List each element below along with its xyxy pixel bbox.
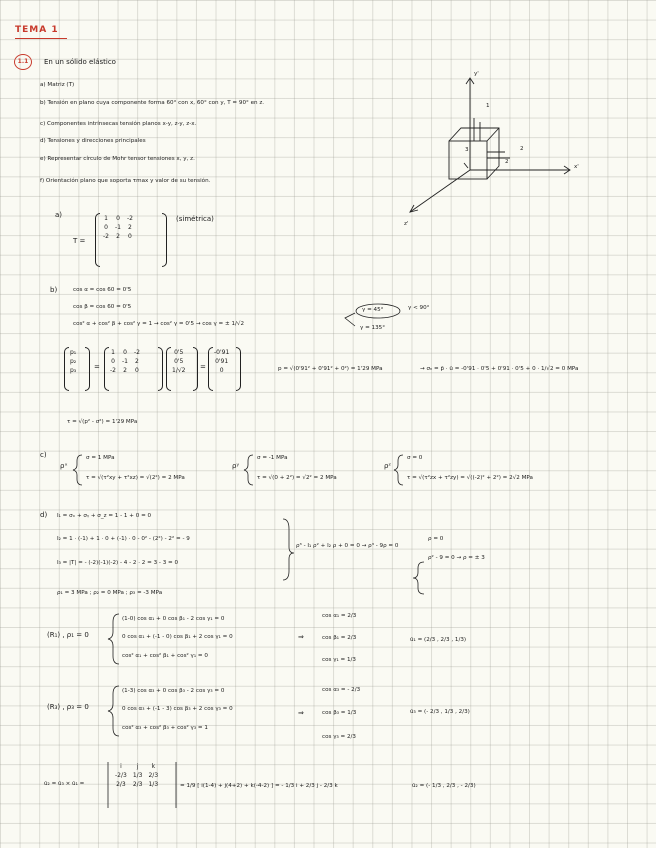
rho-z-sigma: σ = 0: [407, 455, 423, 461]
r1-cos-gamma: cos γ₁ = 1/3: [322, 657, 356, 663]
brace-roots: [413, 562, 424, 594]
root-pm3: ρ² - 9 = 0 → ρ = ± 3: [428, 555, 485, 561]
cos-gamma: cos² α + cos² β + cos² γ = 1 → cos² γ = 0'5 → cos γ = ± 1/√2: [73, 321, 245, 327]
r3-eq-1: (1-3) cos α₃ + 0 cos β₃ - 2 cos γ₃ = 0: [122, 688, 225, 694]
r3-arrow: ⇒: [298, 709, 304, 717]
tau-value: τ = √(p² - σ²) = 1'29 MPa: [67, 419, 138, 425]
gamma-option-135: γ = 135°: [360, 325, 386, 331]
question-b: b) Tensión en plano cuya componente forma 60° con x, 60° con y, T = 90° en z.: [40, 100, 265, 106]
part-d-label: d): [40, 511, 48, 519]
symmetric-note: (simétrica): [176, 215, 214, 223]
u-vector: 0'5 0'5 1/√2: [172, 349, 186, 374]
gamma-note: γ < 90°: [408, 305, 430, 311]
r1-eq-1: (1-0) cos α₁ + 0 cos β₁ - 2 cos γ₁ = 0: [122, 616, 225, 622]
notebook-page: TEMA 1 1.1 En un sólido elástico a) Matriz (T) b) Tensión en plano cuya componente forma 60° con x, 60° con y, T = 90° en z. c) Componentes intrínsecas tensión planos x-y, z-y, z-x. d) Tensiones y direcciones principales e) Representar círculo de Mohr tensor tensiones x, y, z. f) Orientación plano que soporta τmax y valor de su tensión. y' x' z' 1 2 3 2 a) T = 1 0 -2 0 -1 2 -2 2 0 (simétrica) b) cos α = cos 60 = 0'5 cos β = cos 60 = 0'5 cos² α + cos² β + cos² γ = 1 → cos² γ = 0'5 → cos γ = ± 1/√2 γ = 45° γ = 135° γ < 90° p₁ p₂ p₃ = 1 0 -2 0 -1 2 -2 2 0 0'5 0'5 1/√2 = -0'91 0'91 0 p = √(0'91² + 0'91² + 0²) = 1'29 MPa → σₙ = p̄ · ū = -0'91 · 0'5 + 0'91 · 0'5 + 0 · 1/√2 = 0 MPa τ = √(p² - σ²) = 1'29 MPa c) ρˣ σ = 1 MPa τ = √(τ²xy + τ²xz) = √(2²) = 2 MPa ρʸ σ = -1 MPa τ = √(0 + 2²) = √2² = 2 MPa ρᶻ σ = 0 τ = √(τ²zx + τ²zy) = √((-2)² + 2²) = 2√2 MPa d) I₁ = σₓ + σᵧ + σ_z = 1 - 1 + 0 = 0 I₂ = 1 · (-1) + 1 · 0 + (-1) · 0 - 0² - (2²) - 2² = - 9 I₃ = |T| = - (-2)(-1)(-2) - 4 - 2 · 2 = 3 - 3 = 0 ρ³ - I₁ ρ² + I₂ ρ + 0 = 0 → ρ³ - 9ρ = 0 ρ = 0 ρ² - 9 = 0 → ρ = ± 3 ρ₁ = 3 MPa ; ρ₂ = 0 MPa ; ρ₃ = -3 MPa (R₁) , ρ₁ = 0 (1-0) cos α₁ + 0 cos β₁ - 2 cos γ₁ = 0 0 cos α₁ + (-1 - 0) cos β₁ + 2 cos γ₁ = 0 cos² α₁ + cos² β₁ + cos² γ₁ = 0 ⇒ cos α₁ = 2/3 cos β₁ = 2/3 cos γ₁ = 1/3 ū₁ = (2/3 , 2/3 , 1/3) (R₃) , ρ₃ = 0 (1-3) cos α₃ + 0 cos β₃ - 2 cos γ₃ = 0 0 cos α₃ + (-1 - 3) cos β₃ + 2 cos γ₃ = 0 cos² α₃ + cos² β₃ + cos² γ₃ = 1 ⇒ cos α₃ = - 2/3 cos β₃ = 1/3 cos γ₃ = 2/3 ū₃ = (- 2/3 , 1/3 , 2/3) ū₂ = ū₃ × ū₁ = i j k -2/3 1/3 2/3 2/3 2/3 1/3 = 1/9 [ i(1-4) + j(4+2) + k(-4-2) ] = - 1/3 i + 2/3 j - 2/3 k ū₂ = (- 1/3 , 2/3 , - 2/3): [0, 0, 656, 848]
page-title: TEMA 1: [15, 25, 59, 35]
part-c-label: c): [40, 451, 47, 459]
p-vector: p₁ p₂ p₃: [70, 349, 77, 374]
invariant-1: I₁ = σₓ + σᵧ + σ_z = 1 - 1 + 0 = 0: [57, 513, 152, 519]
part-b-label: b): [50, 286, 58, 294]
rho-x-head: ρˣ: [60, 462, 68, 470]
rho-z-head: ρᶻ: [384, 462, 392, 470]
r3-cos-gamma: cos γ₃ = 2/3: [322, 734, 356, 740]
r3-eq-3: cos² α₃ + cos² β₃ + cos² γ₃ = 1: [122, 725, 208, 731]
brace-d: [283, 519, 294, 580]
cube-edge: [487, 128, 499, 141]
r1-eq-2: 0 cos α₁ + (-1 - 0) cos β₁ + 2 cos γ₁ = 0: [122, 634, 233, 640]
stress-label-3: 3: [465, 147, 469, 153]
brace-r3: [108, 686, 119, 736]
stress-label-1: 1: [486, 103, 490, 109]
r1-cos-alpha: cos α₁ = 2/3: [322, 613, 357, 619]
root-zero: ρ = 0: [428, 536, 444, 542]
rho-y-sigma: σ = -1 MPa: [257, 455, 288, 461]
stress-label-2: 2: [520, 146, 524, 152]
part-a-label: a): [55, 211, 63, 219]
invariant-3: I₃ = |T| = - (-2)(-1)(-2) - 4 - 2 · 2 = 3 - 3 = 0: [57, 560, 179, 566]
r3-cos-beta: cos β₃ = 1/3: [322, 710, 357, 716]
question-a: a) Matriz (T): [40, 82, 75, 88]
rho-z-tau: τ = √(τ²zx + τ²zy) = √((-2)² + 2²) = 2√2 MPa: [407, 475, 533, 481]
gamma-option-45: γ = 45°: [362, 307, 384, 313]
r3-cos-alpha: cos α₃ = - 2/3: [322, 687, 361, 693]
r3-eq-2: 0 cos α₃ + (-1 - 3) cos β₃ + 2 cos γ₃ = 0: [122, 706, 233, 712]
question-f: f) Orientación plano que soporta τmax y valor de su tensión.: [40, 178, 211, 184]
axis-x-label: x': [574, 164, 579, 170]
result-vector: -0'91 0'91 0: [214, 349, 230, 374]
stress-matrix: 1 0 -2 0 -1 2 -2 2 0: [103, 215, 133, 240]
cos-alpha: cos α = cos 60 = 0'5: [73, 287, 132, 293]
rho-x-sigma: σ = 1 MPa: [86, 455, 115, 461]
sigma-normal: → σₙ = p̄ · ū = -0'91 · 0'5 + 0'91 · 0'5 + 0 · 1/√2 = 0 MPa: [420, 366, 579, 372]
question-c: c) Componentes intrínsecas tensión planos x-y, z-y, z-x.: [40, 121, 197, 127]
r3-label: (R₃) , ρ₃ = 0: [47, 703, 89, 711]
cross-result: = 1/9 [ i(1-4) + j(4+2) + k(-4-2) ] = - 1/3 i + 2/3 j - 2/3 k: [180, 783, 338, 789]
cross-determinant: i j k -2/3 1/3 2/3 2/3 2/3 1/3: [115, 763, 159, 788]
r1-arrow: ⇒: [298, 633, 304, 641]
axis-y-label: y': [474, 71, 479, 77]
r1-cos-beta: cos β₁ = 2/3: [322, 635, 357, 641]
cross-lhs: ū₂ = ū₃ × ū₁ =: [44, 781, 85, 787]
axis-z-label: z': [404, 221, 409, 227]
rho-y-tau: τ = √(0 + 2²) = √2² = 2 MPa: [257, 475, 337, 481]
cos-beta: cos β = cos 60 = 0'5: [73, 304, 132, 310]
rho-y-head: ρʸ: [232, 462, 240, 470]
invariant-2: I₂ = 1 · (-1) + 1 · 0 + (-1) · 0 - 0² - (2²) - 2² = - 9: [57, 536, 190, 542]
r1-eq-3: cos² α₁ + cos² β₁ + cos² γ₁ = 0: [122, 653, 208, 659]
u1-vector: ū₁ = (2/3 , 2/3 , 1/3): [410, 637, 467, 643]
brace-r1: [108, 614, 119, 664]
matrix-lhs: T =: [73, 237, 86, 245]
u2-vector: ū₂ = (- 1/3 , 2/3 , - 2/3): [412, 783, 476, 789]
rho-x-tau: τ = √(τ²xy + τ²xz) = √(2²) = 2 MPa: [86, 475, 185, 481]
p-magnitude: p = √(0'91² + 0'91² + 0²) = 1'29 MPa: [278, 366, 383, 372]
title-underline: [15, 38, 67, 39]
exercise-statement: En un sólido elástico: [44, 58, 116, 66]
question-e: e) Representar círculo de Mohr tensor tensiones x, y, z.: [40, 156, 195, 162]
exercise-number: 1.1: [14, 54, 32, 70]
r1-label: (R₁) , ρ₁ = 0: [47, 631, 89, 639]
b-matrix: 1 0 -2 0 -1 2 -2 2 0: [110, 349, 140, 374]
u3-vector: ū₃ = (- 2/3 , 1/3 , 2/3): [410, 709, 470, 715]
stress-label-4: 2: [505, 159, 509, 165]
z-axis-line: [410, 170, 470, 212]
question-d: d) Tensiones y direcciones principales: [40, 138, 146, 144]
principal-values: ρ₁ = 3 MPa ; ρ₂ = 0 MPa ; ρ₃ = -3 MPa: [57, 590, 163, 596]
characteristic-eq: ρ³ - I₁ ρ² + I₂ ρ + 0 = 0 → ρ³ - 9ρ = 0: [296, 543, 399, 549]
